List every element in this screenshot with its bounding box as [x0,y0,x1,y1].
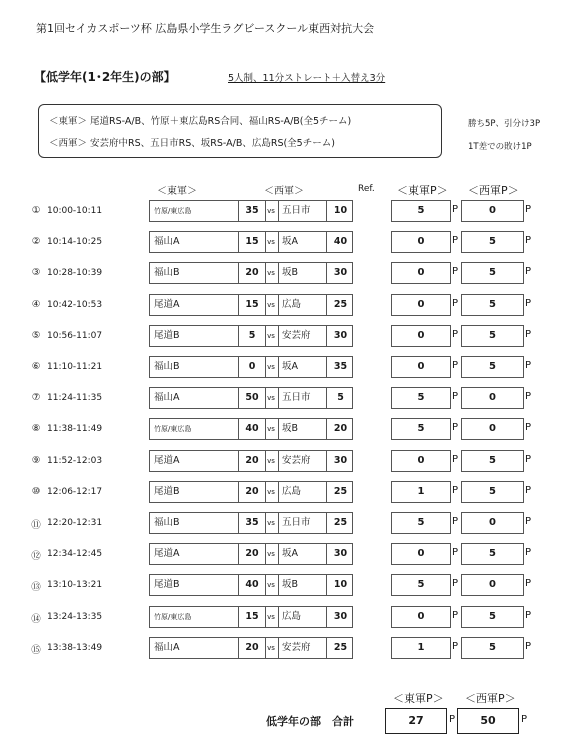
match-box [149,543,353,565]
west-points: 0 [461,512,524,534]
match-box [149,418,353,440]
east-points: 0 [391,262,451,284]
east-team-name: 尾道A [154,298,180,310]
west-score: 25 [326,638,354,658]
west-points-header: ＜西軍P＞ [468,184,519,197]
east-points-unit: P [452,609,459,621]
east-points: 1 [391,637,451,659]
west-score: 20 [326,419,354,439]
total-west-unit: P [521,714,528,725]
east-points: 0 [391,356,451,378]
west-team-name: 坂B [278,263,326,283]
match-number: ⑦ [31,392,41,404]
match-time: 12:06-12:17 [47,486,103,497]
west-points: 5 [461,356,524,378]
match-box [149,325,353,347]
east-team-name: 福山A [154,641,180,653]
match-box [149,387,353,409]
match-number: ② [31,236,41,248]
east-points: 5 [391,512,451,534]
east-score: 35 [238,201,266,221]
east-score: 40 [238,419,266,439]
west-points-unit: P [525,547,532,559]
match-box [149,200,353,222]
east-points: 5 [391,418,451,440]
match-row [0,418,568,442]
east-points: 5 [391,574,451,596]
east-score: 0 [238,357,266,377]
east-points: 5 [391,200,451,222]
match-row [0,512,568,536]
match-row [0,356,568,380]
east-teams-line: ＜東軍＞ 尾道RS-A/B、竹原＋東広島RS合同、福山RS-A/B(全5チーム) [49,116,352,127]
vs-label: vs [267,331,275,340]
match-time: 12:20-12:31 [47,518,103,528]
match-number: ⑤ [31,329,41,341]
west-header: ＜西軍＞ [264,186,304,197]
section-title: 【低学年(1･2年生)の部】 [34,70,176,84]
west-score: 30 [326,451,354,471]
west-points: 5 [461,543,524,565]
match-time: 11:24-11:35 [47,393,103,404]
west-points-unit: P [525,328,532,340]
east-points-unit: P [452,360,459,371]
match-rules: 5人制、11分ストレート＋入替え3分 [228,73,386,84]
east-points-header: ＜東軍P＞ [397,184,448,197]
match-number: ④ [31,298,41,310]
west-team-name: 安芸府 [278,638,326,658]
west-team-name: 安芸府 [278,326,326,346]
document-title: 第1回セイカスポーツ杯 広島県小学生ラグビースクール東西対抗大会 [36,22,375,35]
west-points-unit: P [525,266,532,278]
west-points-unit: P [525,578,532,590]
match-number: ⑮ [31,644,41,656]
vs-label: vs [267,207,275,215]
east-score: 35 [238,513,266,533]
vs-label: vs [267,581,275,590]
east-score: 50 [238,388,266,408]
total-east-unit: P [449,714,456,725]
vs-label: vs [267,300,275,309]
west-score: 25 [326,513,354,533]
east-team-name: 福山A [154,392,180,404]
west-team-name: 坂B [278,575,326,595]
east-points: 0 [391,450,451,472]
match-number: ③ [31,267,41,279]
match-row [0,543,568,567]
west-points: 0 [461,574,524,596]
east-team-name: 竹原/東広島 [154,612,192,621]
scoring-note-win: 勝ち5P、引分け3P [468,119,541,129]
west-points-unit: P [525,360,532,371]
total-label: 低学年の部 合計 [266,715,354,728]
west-points: 0 [461,387,524,409]
east-team-name: 福山B [154,361,180,372]
west-points: 5 [461,231,524,253]
total-west-points-header: ＜西軍P＞ [465,692,516,705]
match-time: 13:10-13:21 [47,580,103,591]
east-points-unit: P [452,578,459,590]
east-score: 20 [238,482,266,502]
west-team-name: 坂B [278,419,326,439]
east-points: 0 [391,606,451,628]
west-points: 0 [461,418,524,440]
match-time: 11:10-11:21 [47,362,103,372]
west-points-unit: P [525,609,532,621]
west-points: 5 [461,450,524,472]
match-number: ⑭ [31,613,41,625]
total-west-points: 50 [457,708,519,734]
match-row [0,387,568,411]
teams-box [38,104,442,158]
match-time: 10:56-11:07 [47,330,103,341]
match-number: ① [31,205,41,216]
east-team-name: 尾道A [154,548,180,560]
west-score: 10 [326,201,354,221]
east-score: 20 [238,638,266,658]
west-points: 5 [461,481,524,503]
vs-label: vs [267,425,275,434]
ref-header: Ref. [358,184,375,194]
vs-label: vs [267,550,275,559]
west-team-name: 安芸府 [278,451,326,471]
east-team-name: 尾道A [154,454,180,466]
west-score: 10 [326,575,354,595]
west-points-unit: P [525,422,532,434]
match-time: 12:34-12:45 [47,549,103,560]
west-points-unit: P [525,297,532,309]
east-team-name: 福山B [154,267,180,279]
west-team-name: 広島 [278,607,326,627]
west-team-name: 坂A [278,357,326,377]
east-points-unit: P [452,516,459,527]
east-points: 1 [391,481,451,503]
match-number: ⑩ [31,485,41,497]
total-east-points-header: ＜東軍P＞ [393,692,444,705]
east-team-name: 尾道B [154,579,180,591]
match-number: ⑧ [31,423,41,435]
west-score: 30 [326,263,354,283]
east-score: 15 [238,232,266,252]
match-row [0,450,568,474]
match-box [149,356,353,378]
match-row [0,481,568,505]
east-header: ＜東軍＞ [157,186,197,197]
match-time: 10:14-10:25 [47,237,103,248]
match-row [0,606,568,630]
east-score: 15 [238,295,266,315]
west-score: 40 [326,232,354,252]
east-points-unit: P [452,547,459,559]
west-team-name: 五日市 [278,201,326,221]
east-points: 0 [391,325,451,347]
match-time: 13:38-13:49 [47,642,103,653]
match-time: 10:00-10:11 [47,206,103,216]
match-number: ⑪ [31,520,41,531]
east-points-unit: P [452,391,459,403]
east-points-unit: P [452,640,459,652]
west-score: 25 [326,482,354,502]
match-number: ⑨ [31,454,41,466]
west-points-unit: P [525,235,532,247]
match-row [0,574,568,598]
west-points-unit: P [525,204,532,215]
vs-label: vs [267,487,275,496]
east-team-name: 福山B [154,517,180,528]
west-score: 30 [326,607,354,627]
west-team-name: 広島 [278,295,326,315]
east-score: 20 [238,544,266,564]
west-points-unit: P [525,391,532,403]
east-team-name: 尾道B [154,485,180,497]
match-time: 13:24-13:35 [47,611,103,622]
match-time: 11:38-11:49 [47,424,103,435]
match-box [149,450,353,472]
west-teams-line: ＜西軍＞ 安芸府中RS、五日市RS、坂RS-A/B、広島RS(全5チーム) [49,138,335,149]
east-points-unit: P [452,422,459,434]
match-box [149,481,353,503]
east-points: 5 [391,387,451,409]
east-points-unit: P [452,204,459,215]
east-points: 0 [391,231,451,253]
match-box [149,606,353,628]
vs-label: vs [267,456,275,465]
match-time: 10:42-10:53 [47,299,103,310]
east-points: 0 [391,294,451,316]
vs-label: vs [267,643,275,652]
east-team-name: 福山A [154,236,180,248]
east-score: 20 [238,451,266,471]
match-box [149,574,353,596]
west-points: 5 [461,325,524,347]
east-team-name: 竹原/東広島 [154,425,192,434]
east-score: 15 [238,607,266,627]
east-points-unit: P [452,484,459,496]
east-score: 40 [238,575,266,595]
west-score: 30 [326,544,354,564]
west-points-unit: P [525,484,532,496]
west-points: 5 [461,294,524,316]
west-points-unit: P [525,640,532,652]
west-points-unit: P [525,453,532,465]
vs-label: vs [267,612,275,621]
match-row [0,294,568,318]
vs-label: vs [267,238,275,247]
west-points: 5 [461,637,524,659]
east-score: 20 [238,263,266,283]
match-number: ⑫ [31,551,41,563]
west-points: 0 [461,200,524,222]
match-number: ⑥ [31,361,41,372]
vs-label: vs [267,519,275,527]
west-team-name: 五日市 [278,513,326,533]
total-east-points: 27 [385,708,447,734]
west-score: 35 [326,357,354,377]
west-points-unit: P [525,516,532,527]
match-row [0,262,568,286]
scoring-note-loss: 1T差での敗け1P [468,142,532,152]
west-score: 30 [326,326,354,346]
vs-label: vs [267,363,275,371]
match-number: ⑬ [31,582,41,594]
east-points-unit: P [452,328,459,340]
match-time: 11:52-12:03 [47,455,103,466]
match-row [0,325,568,349]
west-team-name: 広島 [278,482,326,502]
east-points: 0 [391,543,451,565]
vs-label: vs [267,269,275,278]
match-box [149,637,353,659]
match-box [149,231,353,253]
east-points-unit: P [452,266,459,278]
east-points-unit: P [452,297,459,309]
west-team-name: 坂A [278,232,326,252]
west-points: 5 [461,606,524,628]
match-box [149,262,353,284]
west-score: 5 [326,388,354,408]
match-time: 10:28-10:39 [47,268,103,279]
east-team-name: 竹原/東広島 [154,207,192,215]
match-row [0,231,568,255]
west-points: 5 [461,262,524,284]
match-row [0,200,568,224]
west-team-name: 坂A [278,544,326,564]
west-team-name: 五日市 [278,388,326,408]
west-score: 25 [326,295,354,315]
east-team-name: 尾道B [154,329,180,341]
east-score: 5 [238,326,266,346]
east-points-unit: P [452,235,459,247]
match-row [0,637,568,661]
east-points-unit: P [452,453,459,465]
vs-label: vs [267,394,275,403]
match-box [149,512,353,534]
match-box [149,294,353,316]
